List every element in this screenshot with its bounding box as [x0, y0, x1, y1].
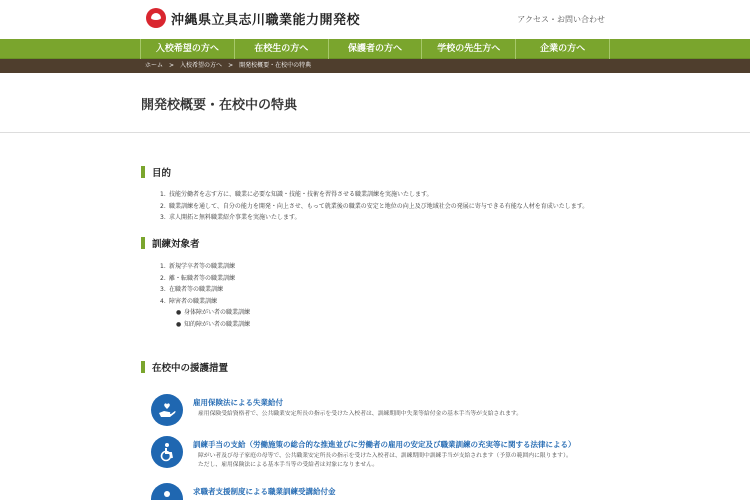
- nav-item-students[interactable]: 在校生の方へ: [234, 39, 328, 59]
- list-item: 3. 在職者等の職業訓練: [160, 286, 224, 293]
- list-item: 2. 離・転職者等の職業訓練: [160, 274, 236, 282]
- support-description: [198, 452, 572, 470]
- section-heading-target: [141, 236, 200, 250]
- section-label: 在校中の援護措置: [152, 363, 229, 374]
- section-heading-purpose: [141, 165, 171, 179]
- target-list: [160, 261, 250, 330]
- list-item: 2. 職業訓練を通して、自分の能力を開発・向上させ、もって就業後の職業の安定と地位の向上及び地域社会の発展に寄与できる有能な人材を育成いたします。: [160, 202, 589, 210]
- hand-heart-icon: [151, 394, 183, 426]
- wheelchair-icon: [151, 436, 183, 468]
- description-line: 障がい者及び母子家庭の母等で、公共職業安定所長の指示を受けた入校者は、訓練期間中訓練手当が支給されます（予算の範囲内に限ります）。: [198, 453, 572, 459]
- sub-list-item: ● 身体障がい者の職業訓練: [176, 309, 251, 316]
- site-logo[interactable]: [146, 8, 360, 28]
- heading-bar: [141, 361, 145, 373]
- purpose-list: [160, 189, 588, 224]
- list-item: 1. 技能労働者を志す方に、職業に必要な知識・技能・技術を習得させる職業訓練を実施いたします。: [160, 191, 433, 198]
- site-name: 沖縄県立具志川職業能力開発校: [171, 12, 361, 28]
- breadcrumb-current: 開発校概要・在校中の特典: [239, 62, 312, 69]
- breadcrumb-home[interactable]: ホーム: [145, 62, 164, 69]
- school-emblem-icon: [146, 8, 166, 28]
- support-title[interactable]: 雇用保険法による失業給付: [193, 398, 283, 407]
- site-header: [0, 0, 750, 39]
- section-heading-support: [141, 360, 228, 374]
- nav-item-teachers[interactable]: 学校の先生方へ: [421, 39, 515, 59]
- breadcrumb-separator: >: [169, 62, 175, 69]
- breadcrumb: [145, 59, 311, 73]
- support-description: 雇用保険受給資格者で、公共職業安定所長の指示を受けた入校者は、訓練期間中失業等給付金の基本手当等が支給されます。: [198, 411, 523, 417]
- description-line: ただし、雇用保険法による基本手当等の受給者は対象になりません。: [198, 462, 379, 468]
- heading-bar: [141, 166, 145, 178]
- page-title: 開発校概要・在校中の特典: [141, 98, 298, 113]
- nav-item-prospective[interactable]: 入校希望の方へ: [140, 39, 234, 59]
- breadcrumb-prospective[interactable]: 入校希望の方へ: [180, 62, 223, 69]
- support-item-unemployment: [151, 394, 611, 428]
- section-label: 訓練対象者: [152, 239, 200, 250]
- main-nav: [0, 39, 750, 59]
- breadcrumb-separator: >: [228, 62, 234, 69]
- contact-link[interactable]: アクセス・お問い合わせ: [517, 15, 605, 24]
- list-item: 1. 新規学卒者等の職業訓練: [160, 263, 236, 270]
- support-item-training-allowance: [151, 436, 611, 472]
- breadcrumb-bar: [0, 59, 750, 73]
- list-item: 3. 求人開拓と無料職業紹介事業を実施いたします。: [160, 214, 301, 221]
- list-item: 4. 障害者の職業訓練: [160, 297, 218, 305]
- support-icon: [151, 483, 183, 500]
- support-item-job-seeker: [151, 483, 611, 500]
- section-label: 目的: [152, 168, 172, 179]
- heading-bar: [141, 237, 145, 249]
- nav-item-companies[interactable]: 企業の方へ: [515, 39, 610, 59]
- support-title[interactable]: 訓練手当の支給（労働施策の総合的な推進並びに労働者の雇用の安定及び職業訓練の充実等に関する法律による）: [193, 440, 576, 449]
- page-title-area: [0, 73, 750, 133]
- support-title[interactable]: 求職者支援制度による職業訓練受講給付金: [193, 487, 336, 496]
- sub-list-item: ● 知的障がい者の職業訓練: [176, 320, 251, 328]
- nav-item-parents[interactable]: 保護者の方へ: [328, 39, 422, 59]
